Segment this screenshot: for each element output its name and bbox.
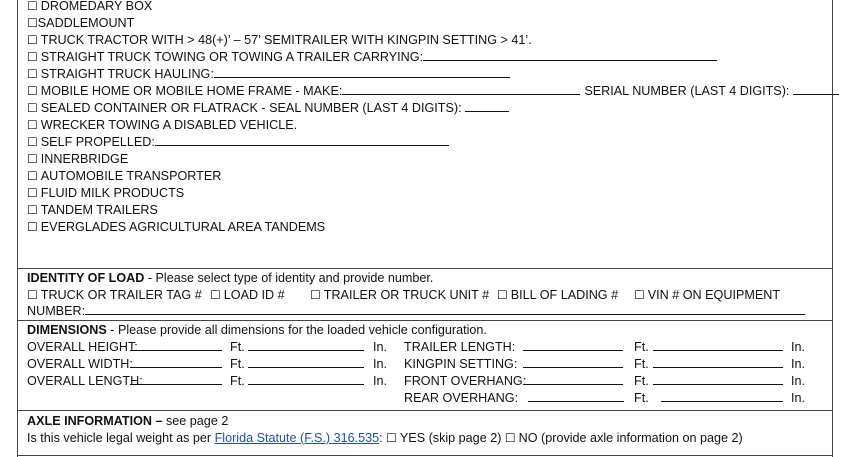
option-straight-truck-hauling[interactable] (27, 66, 510, 82)
identity-instruction: - Please select type of identity and provide number. (144, 271, 434, 285)
identity-option-load-id[interactable] (210, 287, 285, 303)
form-border-left (17, 0, 18, 457)
front-overhang-ft-field[interactable] (523, 373, 623, 389)
section-divider (17, 320, 833, 321)
mobile-home-make-field[interactable] (342, 83, 580, 95)
option-label: SELF PROPELLED: (40, 135, 155, 149)
identity-number-field[interactable] (85, 303, 805, 315)
overall-length-ft-field[interactable] (130, 373, 222, 389)
identity-number-row (27, 303, 805, 319)
option-tandem-trailers[interactable] (27, 202, 158, 218)
checkbox-icon[interactable]: ☐ (27, 0, 38, 13)
ft-unit: Ft. (634, 357, 649, 371)
towing-cargo-field[interactable] (423, 49, 717, 61)
identity-heading-row (27, 270, 433, 286)
checkbox-icon[interactable]: ☐ (27, 50, 38, 64)
dimensions-heading: DIMENSIONS (27, 323, 107, 337)
axle-no-option[interactable] (505, 431, 743, 445)
option-label: TRUCK TRACTOR WITH > 48(+)’ – 57’ SEMITRAILER WITH KINGPIN SETTING > 41’. (40, 33, 532, 47)
hauling-cargo-field[interactable] (214, 66, 510, 78)
identity-option-bill-of-lading[interactable] (497, 287, 618, 303)
overall-width-label: OVERALL WIDTH: (27, 357, 133, 371)
kingpin-setting-label: KINGPIN SETTING: (404, 357, 518, 371)
checkbox-icon[interactable]: ☐ (210, 288, 221, 302)
checkbox-icon[interactable]: ☐ (27, 203, 38, 217)
florida-statute-link[interactable]: Florida Statute (F.S.) 316.535 (214, 431, 380, 445)
ft-unit: Ft. (634, 391, 649, 405)
option-label: FLUID MILK PRODUCTS (40, 186, 185, 200)
ft-unit: Ft. (634, 374, 649, 388)
overall-width-ft-field[interactable] (130, 356, 222, 372)
overall-width-in-field[interactable] (248, 356, 364, 372)
identity-option-unit[interactable] (310, 287, 489, 303)
identity-options-row (27, 287, 202, 303)
ft-unit: Ft. (230, 357, 245, 371)
option-label: AUTOMOBILE TRANSPORTER (40, 169, 222, 183)
checkbox-icon[interactable]: ☐ (27, 101, 38, 115)
option-mobile-home[interactable] (27, 83, 839, 99)
overall-height-ft-field[interactable] (130, 339, 222, 355)
option-saddlemount[interactable] (27, 15, 134, 31)
option-innerbridge[interactable] (27, 151, 128, 167)
option-label: SADDLEMOUNT (37, 16, 135, 30)
checkbox-icon[interactable]: ☐ (27, 33, 38, 47)
section-divider (17, 410, 833, 411)
dimensions-heading-row (27, 322, 487, 338)
checkbox-icon[interactable]: ☐ (310, 288, 321, 302)
seal-number-field[interactable] (465, 100, 509, 112)
option-label: TANDEM TRAILERS (40, 203, 158, 217)
trailer-length-label: TRAILER LENGTH: (404, 340, 516, 354)
checkbox-icon[interactable]: ☐ (27, 84, 38, 98)
option-label: LOAD ID # (223, 288, 285, 302)
checkbox-icon[interactable]: ☐ (634, 288, 645, 302)
overall-length-in-field[interactable] (248, 373, 364, 389)
checkbox-icon[interactable]: ☐ (504, 431, 516, 445)
axle-question: Is this vehicle legal weight as per (27, 431, 215, 445)
axle-heading-row (27, 413, 228, 429)
in-unit: In. (373, 357, 388, 371)
option-self-propelled[interactable] (27, 134, 449, 150)
in-unit: In. (791, 391, 806, 405)
overall-length-label: OVERALL LENGTH: (27, 374, 143, 388)
rear-overhang-ft-field[interactable] (528, 390, 624, 406)
rear-overhang-label: REAR OVERHANG: (404, 391, 519, 405)
axle-yes-option[interactable] (386, 431, 501, 445)
front-overhang-label: FRONT OVERHANG: (404, 374, 527, 388)
axle-colon: : (379, 431, 383, 445)
option-label: WRECKER TOWING A DISABLED VEHICLE. (40, 118, 298, 132)
identity-heading: IDENTITY OF LOAD (27, 271, 145, 285)
option-label: NO (provide axle information on page 2) (518, 431, 743, 445)
in-unit: In. (791, 374, 806, 388)
kingpin-setting-ft-field[interactable] (523, 356, 623, 372)
ft-unit: Ft. (634, 340, 649, 354)
option-label: VIN # ON EQUIPMENT (647, 288, 781, 302)
option-straight-truck-towing[interactable] (27, 49, 717, 65)
kingpin-setting-in-field[interactable] (653, 356, 783, 372)
in-unit: In. (373, 340, 388, 354)
option-label: STRAIGHT TRUCK TOWING OR TOWING A TRAILER CARRYING: (40, 50, 424, 64)
checkbox-icon[interactable]: ☐ (27, 16, 38, 30)
dimensions-instruction: - Please provide all dimensions for the loaded vehicle configuration. (106, 323, 487, 337)
checkbox-icon[interactable]: ☐ (27, 118, 38, 132)
front-overhang-in-field[interactable] (653, 373, 783, 389)
rear-overhang-in-field[interactable] (661, 390, 783, 406)
checkbox-icon[interactable]: ☐ (386, 431, 397, 445)
axle-question-row (27, 430, 743, 446)
checkbox-icon[interactable]: ☐ (27, 67, 38, 81)
ft-unit: Ft. (230, 340, 245, 354)
checkbox-icon[interactable]: ☐ (27, 135, 38, 149)
self-propelled-field[interactable] (155, 134, 449, 146)
option-label: MOBILE HOME OR MOBILE HOME FRAME - MAKE: (40, 84, 343, 98)
option-label: DROMEDARY BOX (40, 0, 153, 13)
checkbox-icon[interactable]: ☐ (27, 220, 38, 234)
identity-option-vin[interactable] (634, 287, 780, 303)
overall-height-label: OVERALL HEIGHT: (27, 340, 138, 354)
option-label: EVERGLADES AGRICULTURAL AREA TANDEMS (40, 220, 326, 234)
ft-unit: Ft. (230, 374, 245, 388)
option-label: SEALED CONTAINER OR FLATRACK - SEAL NUMBER (LAST 4 DIGITS): (40, 101, 462, 115)
identity-option-tag[interactable] (27, 288, 202, 302)
checkbox-icon[interactable]: ☐ (497, 288, 508, 302)
axle-heading-suffix: see page 2 (166, 414, 229, 428)
serial-number-field[interactable] (793, 83, 839, 95)
overall-height-in-field[interactable] (248, 339, 364, 355)
in-unit: In. (791, 357, 806, 371)
option-wrecker[interactable] (27, 117, 297, 133)
option-label: INNERBRIDGE (40, 152, 129, 166)
option-label: YES (skip page 2) (399, 431, 502, 445)
form-border-right (832, 0, 833, 457)
checkbox-icon[interactable]: ☐ (27, 288, 38, 302)
axle-heading: AXLE INFORMATION – (27, 414, 166, 428)
section-divider (17, 268, 833, 269)
trailer-length-in-field[interactable] (653, 339, 783, 355)
option-dromedary-box[interactable] (27, 0, 152, 14)
checkbox-icon[interactable]: ☐ (27, 152, 38, 166)
in-unit: In. (373, 374, 388, 388)
checkbox-icon[interactable]: ☐ (27, 169, 38, 183)
option-everglades[interactable] (27, 219, 325, 235)
serial-number-label: SERIAL NUMBER (LAST 4 DIGITS): (584, 84, 790, 98)
section-divider (17, 455, 833, 456)
option-label: TRAILER OR TRUCK UNIT # (323, 288, 490, 302)
identity-number-label: NUMBER: (27, 304, 86, 318)
trailer-length-ft-field[interactable] (523, 339, 623, 355)
option-truck-tractor[interactable] (27, 32, 532, 48)
option-label: STRAIGHT TRUCK HAULING: (40, 67, 214, 81)
option-fluid-milk[interactable] (27, 185, 184, 201)
option-label: TRUCK OR TRAILER TAG # (40, 288, 202, 302)
option-label: BILL OF LADING # (510, 288, 619, 302)
in-unit: In. (791, 340, 806, 354)
option-automobile-transporter[interactable] (27, 168, 221, 184)
checkbox-icon[interactable]: ☐ (27, 186, 38, 200)
option-sealed-container[interactable] (27, 100, 509, 116)
